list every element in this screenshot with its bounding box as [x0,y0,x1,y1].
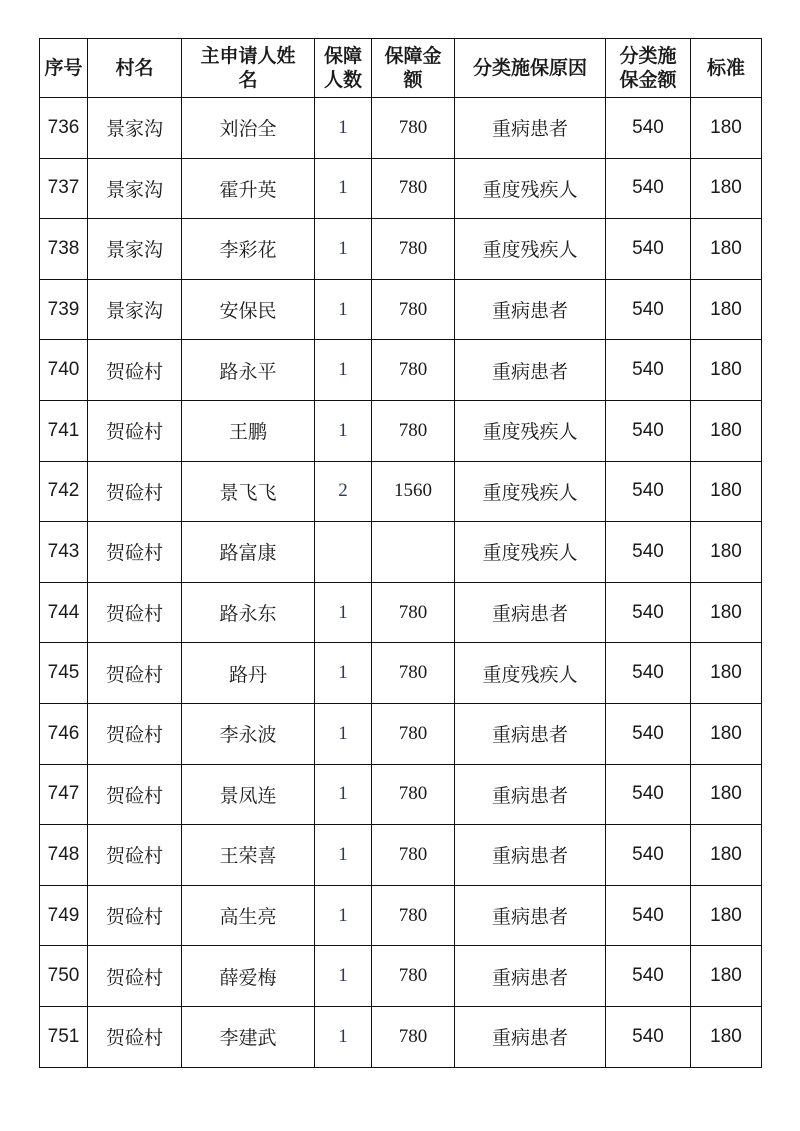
cell-index: 751 [40,1006,88,1067]
cell-people: 1 [315,946,372,1007]
cell-applicant: 景凤连 [182,764,315,825]
cell-village: 贺硷村 [88,643,182,704]
cell-people: 1 [315,643,372,704]
cell-applicant: 薛爱梅 [182,946,315,1007]
cell-index: 749 [40,885,88,946]
cell-amount: 780 [372,1006,455,1067]
cell-village: 贺硷村 [88,764,182,825]
cell-village: 贺硷村 [88,522,182,583]
cell-standard: 180 [691,461,762,522]
cell-amount: 780 [372,643,455,704]
cell-amount: 780 [372,340,455,401]
cell-class-amount: 540 [606,98,691,159]
cell-applicant: 王鹏 [182,400,315,461]
table-row [40,825,762,886]
cell-village: 贺硷村 [88,703,182,764]
cell-class-amount: 540 [606,1006,691,1067]
cell-standard: 180 [691,158,762,219]
table-row [40,643,762,704]
cell-reason: 重病患者 [455,279,606,340]
cell-class-amount: 540 [606,946,691,1007]
cell-people: 1 [315,885,372,946]
cell-people: 1 [315,703,372,764]
cell-class-amount: 540 [606,885,691,946]
cell-index: 744 [40,582,88,643]
table-row [40,703,762,764]
cell-village: 景家沟 [88,158,182,219]
cell-amount: 780 [372,703,455,764]
cell-index: 745 [40,643,88,704]
table-row [40,946,762,1007]
cell-applicant: 安保民 [182,279,315,340]
cell-village: 景家沟 [88,279,182,340]
cell-amount: 780 [372,764,455,825]
table-row [40,279,762,340]
cell-people: 2 [315,461,372,522]
header-village: 村名 [88,39,182,98]
cell-village: 贺硷村 [88,825,182,886]
cell-reason: 重病患者 [455,1006,606,1067]
cell-standard: 180 [691,825,762,886]
cell-class-amount: 540 [606,279,691,340]
cell-class-amount: 540 [606,582,691,643]
cell-index: 739 [40,279,88,340]
cell-amount: 780 [372,400,455,461]
cell-people: 1 [315,400,372,461]
cell-class-amount: 540 [606,825,691,886]
cell-standard: 180 [691,522,762,583]
cell-standard: 180 [691,340,762,401]
header-standard: 标准 [691,39,762,98]
cell-people [315,522,372,583]
cell-amount: 780 [372,885,455,946]
cell-class-amount: 540 [606,703,691,764]
cell-people: 1 [315,340,372,401]
cell-index: 747 [40,764,88,825]
cell-applicant: 路永平 [182,340,315,401]
cell-reason: 重病患者 [455,582,606,643]
cell-reason: 重度残疾人 [455,219,606,280]
header-index: 序号 [40,39,88,98]
cell-reason: 重病患者 [455,340,606,401]
cell-people: 1 [315,98,372,159]
cell-village: 贺硷村 [88,582,182,643]
cell-amount: 780 [372,825,455,886]
cell-people: 1 [315,219,372,280]
table-row [40,582,762,643]
cell-village: 贺硷村 [88,946,182,1007]
cell-amount: 780 [372,279,455,340]
cell-reason: 重病患者 [455,98,606,159]
cell-village: 贺硷村 [88,400,182,461]
cell-index: 750 [40,946,88,1007]
cell-amount [372,522,455,583]
cell-village: 景家沟 [88,219,182,280]
header-applicant: 主申请人姓名 [182,39,315,98]
cell-reason: 重病患者 [455,885,606,946]
cell-applicant: 李建武 [182,1006,315,1067]
cell-index: 746 [40,703,88,764]
cell-applicant: 李彩花 [182,219,315,280]
assistance-roster-table [39,38,762,1068]
cell-amount: 780 [372,582,455,643]
cell-standard: 180 [691,98,762,159]
cell-applicant: 刘治全 [182,98,315,159]
cell-people: 1 [315,279,372,340]
cell-standard: 180 [691,764,762,825]
cell-amount: 780 [372,946,455,1007]
cell-amount: 1560 [372,461,455,522]
cell-standard: 180 [691,400,762,461]
cell-applicant: 路丹 [182,643,315,704]
cell-standard: 180 [691,279,762,340]
cell-applicant: 霍升英 [182,158,315,219]
table-row [40,400,762,461]
cell-index: 743 [40,522,88,583]
cell-reason: 重度残疾人 [455,400,606,461]
cell-amount: 780 [372,158,455,219]
cell-reason: 重度残疾人 [455,643,606,704]
cell-applicant: 路富康 [182,522,315,583]
table-row [40,764,762,825]
cell-reason: 重病患者 [455,764,606,825]
cell-reason: 重度残疾人 [455,158,606,219]
cell-standard: 180 [691,885,762,946]
cell-people: 1 [315,825,372,886]
cell-index: 738 [40,219,88,280]
table-row [40,1006,762,1067]
cell-village: 景家沟 [88,98,182,159]
cell-index: 740 [40,340,88,401]
header-people: 保障人数 [315,39,372,98]
cell-village: 贺硷村 [88,340,182,401]
cell-applicant: 李永波 [182,703,315,764]
table-row [40,885,762,946]
cell-reason: 重病患者 [455,946,606,1007]
cell-class-amount: 540 [606,400,691,461]
cell-class-amount: 540 [606,461,691,522]
cell-applicant: 景飞飞 [182,461,315,522]
cell-standard: 180 [691,946,762,1007]
cell-index: 748 [40,825,88,886]
cell-applicant: 高生亮 [182,885,315,946]
header-class-amount: 分类施保金额 [606,39,691,98]
cell-village: 贺硷村 [88,1006,182,1067]
table-row [40,158,762,219]
cell-index: 741 [40,400,88,461]
cell-class-amount: 540 [606,219,691,280]
cell-village: 贺硷村 [88,461,182,522]
cell-standard: 180 [691,643,762,704]
cell-people: 1 [315,1006,372,1067]
table-row [40,340,762,401]
cell-class-amount: 540 [606,764,691,825]
header-amount: 保障金额 [372,39,455,98]
cell-class-amount: 540 [606,158,691,219]
cell-applicant: 路永东 [182,582,315,643]
cell-reason: 重度残疾人 [455,461,606,522]
cell-class-amount: 540 [606,340,691,401]
header-row [40,39,762,98]
cell-amount: 780 [372,219,455,280]
header-reason: 分类施保原因 [455,39,606,98]
table-row [40,461,762,522]
cell-reason: 重病患者 [455,703,606,764]
cell-standard: 180 [691,703,762,764]
cell-amount: 780 [372,98,455,159]
cell-class-amount: 540 [606,522,691,583]
table-row [40,98,762,159]
cell-people: 1 [315,158,372,219]
cell-people: 1 [315,764,372,825]
cell-standard: 180 [691,582,762,643]
cell-village: 贺硷村 [88,885,182,946]
cell-index: 736 [40,98,88,159]
cell-class-amount: 540 [606,643,691,704]
cell-standard: 180 [691,219,762,280]
cell-index: 737 [40,158,88,219]
table-row [40,219,762,280]
cell-standard: 180 [691,1006,762,1067]
cell-reason: 重度残疾人 [455,522,606,583]
roster-body [40,98,762,1068]
cell-people: 1 [315,582,372,643]
table-row [40,522,762,583]
cell-reason: 重病患者 [455,825,606,886]
cell-applicant: 王荣喜 [182,825,315,886]
cell-index: 742 [40,461,88,522]
